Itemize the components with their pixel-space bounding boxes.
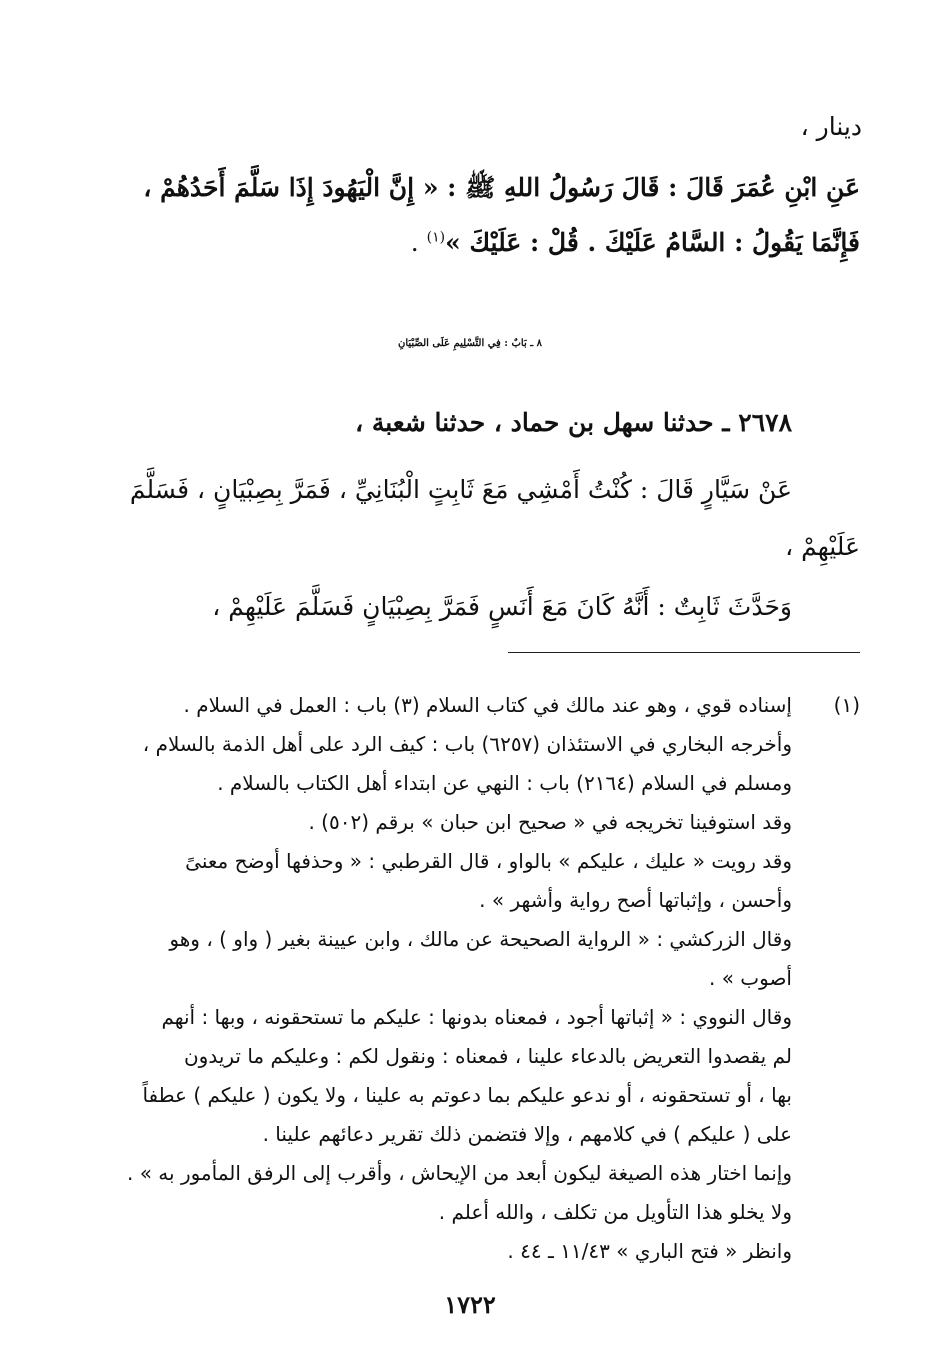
footnote-line: وقد استوفينا تخريجه في « صحيح ابن حبان » برقم (٥٠٢) . [308, 810, 792, 834]
footnote-line: وقد رويت « عليك ، عليكم » بالواو ، قال القرطبي : « وحذفها أوضح معنىً [185, 849, 792, 873]
hadith-top-line-2-text: فَإِنَّمَا يَقُولُ : السَّامُ عَلَيْكَ . قُلْ : عَلَيْكَ » [445, 228, 860, 257]
footnote-line: وقال النووي : « إثباتها أجود ، فمعناه بدونها : عليكم ما تستحقونه ، وبها : أنهم [161, 1005, 792, 1029]
footnote-line: إسناده قوي ، وهو عند مالك في كتاب السلام (٣) باب : العمل في السلام . [183, 693, 792, 717]
footnote-line: لم يقصدوا التعريض بالدعاء علينا ، فمعناه : ونقول لكم : وعليكم ما تريدون [183, 1044, 792, 1068]
hadith-top-line-1-text: عَنِ ابْنِ عُمَرَ قَالَ : قَالَ رَسُولُ اللهِ ﷺ : « إِنَّ الْيَهُودَ إِذَا سَلَّمَ أَحَدُهُمْ ، [143, 173, 860, 202]
footnote-line: وأحسن ، وإثباتها أصح رواية وأشهر » . [479, 888, 792, 912]
footnote-marker: (١) [833, 693, 860, 717]
page-number: ١٧٢٢ [444, 1290, 496, 1319]
hadith-top-line-1 [143, 172, 860, 209]
footnote-line: ولا يخلو هذا التأويل من تكلف ، والله أعلم . [438, 1200, 792, 1224]
footnote-line: وقال الزركشي : « الرواية الصحيحة عن مالك ، وابن عيينة بغير ( واو ) ، وهو [169, 927, 792, 951]
footnote-line: بها ، أو تستحقونه ، أو ندعو عليكم بما دعوتم به علينا ، ولا يكون ( عليكم ) عطفاً [142, 1083, 792, 1107]
hadith-number-line: ٢٦٧٨ ـ حدثنا سهل بن حماد ، حدثنا شعبة ، [355, 408, 792, 437]
footnote-line: وانظر « فتح الباري » ١١/٤٣ ـ ٤٤ . [507, 1239, 792, 1263]
footnote-line: وأخرجه البخاري في الاستئذان (٦٢٥٧) باب : كيف الرد على أهل الذمة بالسلام ، [142, 732, 792, 756]
footnote-line: ومسلم في السلام (٢١٦٤) باب : النهي عن ابتداء أهل الكتاب بالسلام . [217, 771, 792, 795]
footnote-line: وإنما اختار هذه الصيغة ليكون أبعد من الإيحاش ، وأقرب إلى الرفق المأمور به » . [126, 1161, 792, 1185]
footnote-line: أصوب » . [708, 966, 792, 990]
hadith-2678-line-3: وَحَدَّثَ ثَابِتٌ : أَنَّهُ كَانَ مَعَ أَنَسٍ فَمَرَّ بِصِبْيَانٍ فَسَلَّمَ عَلَيْهِمْ ، [212, 592, 792, 621]
footnote-line: على ( عليكم ) في كلامهم ، وإلا فتضمن ذلك تقرير دعائهم علينا . [262, 1122, 792, 1146]
chapter-title: ٨ ـ بَابٌ : فِي التَّسْلِيمِ عَلَى الصِّبْيَانِ [397, 338, 542, 349]
footnote-reference: (١) [426, 229, 446, 246]
footnote-divider [508, 652, 860, 653]
hadith-top-line-2-end: . [410, 228, 419, 257]
hadith-2678-line-1: عَنْ سَيَّارٍ قَالَ : كُنْتُ أَمْشِي مَعَ ثَابِتٍ الْبُنَانِيِّ ، فَمَرَّ بِصِبْيَانٍ ، فَسَلَّمَ [129, 475, 792, 504]
hadith-top-line-2 [411, 228, 860, 257]
continuation-text: دينار ، [800, 112, 862, 141]
hadith-2678-line-2: عَلَيْهِمْ ، [785, 532, 860, 561]
